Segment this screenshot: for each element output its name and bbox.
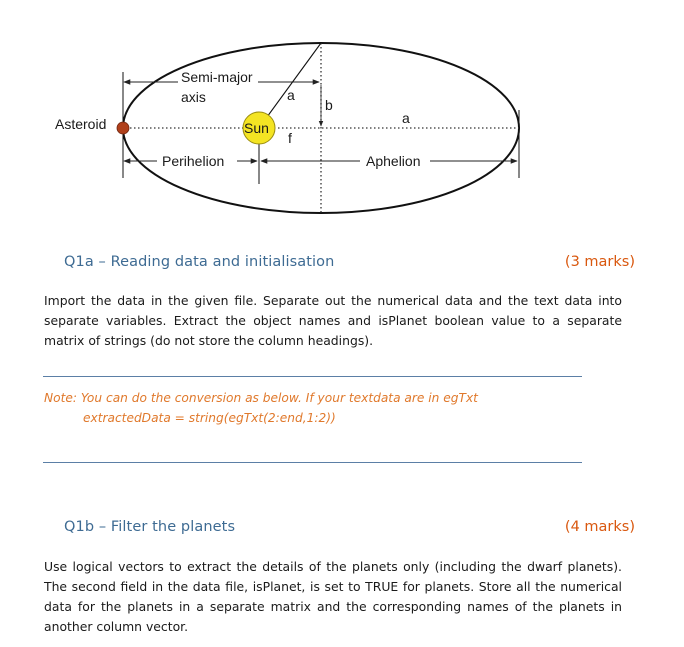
note-bottom-rule [43, 462, 582, 463]
semi-major-label: Semi-major [181, 69, 253, 85]
perihelion-label: Perihelion [162, 153, 225, 169]
q1b-marks: (4 marks) [564, 519, 635, 535]
orbit-diagram [0, 0, 684, 230]
semi-major-axis-label: axis [181, 89, 206, 105]
note-top-rule [43, 376, 582, 377]
a-top-label: a [287, 87, 295, 103]
q1a-title: Q1a – Reading data and initialisation [64, 254, 335, 270]
sun-label: Sun [244, 120, 269, 136]
note-line-2: extractedData = string(egTxt(2:end,1:2)) [83, 411, 336, 425]
asteroid-label: Asteroid [55, 116, 107, 132]
note-line-1: Note: You can do the conversion as below. If your textdata are in egTxt [44, 391, 478, 405]
q1a-marks: (3 marks) [564, 254, 635, 270]
aphelion-label: Aphelion [366, 153, 421, 169]
q1a-body: Import the data in the given file. Separate out the numerical data and the text data into separate variables. Extract the object names and isPlanet boolean value to a separate matrix of strings (do not store the column headings). [44, 293, 622, 348]
q1b-title: Q1b – Filter the planets [64, 519, 236, 535]
asteroid-icon [117, 122, 129, 134]
f-label: f [288, 130, 292, 146]
a-right-label: a [402, 110, 410, 126]
q1b-body: Use logical vectors to extract the details of the planets only (including the dwarf planets). The second field in the data file, isPlanet, is set to TRUE for planets. Store all the numerical data for the planets in a separate matrix and the corresponding names of the planets in another column vector. [44, 559, 622, 634]
b-label: b [325, 97, 333, 113]
